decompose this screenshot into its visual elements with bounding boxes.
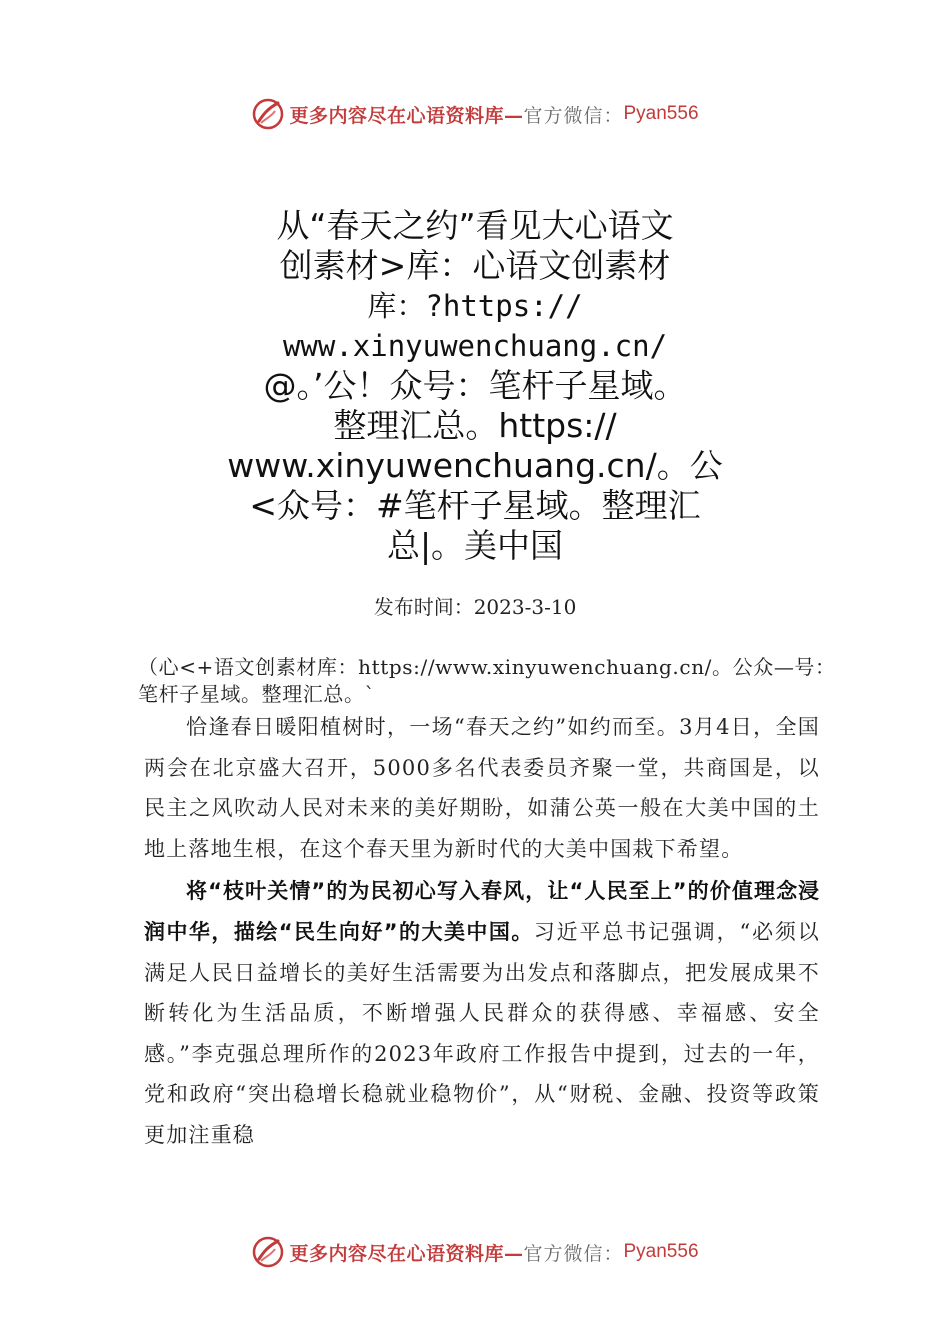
title-line: 整理汇总。https://: [333, 406, 617, 445]
article-title: [200, 206, 750, 566]
brush-logo-icon: [251, 97, 285, 131]
banner-account: Pyan556: [623, 1241, 699, 1262]
title-line: 库：?https://: [367, 289, 583, 323]
banner-wechat-label: 官方微信：: [523, 1242, 624, 1265]
paragraph: [144, 871, 820, 1155]
paragraph: 恰逢春日暖阳植树时，一场“春天之约”如约而至。3月4日，全国两会在北京盛大召开，5000多名代表委员齐聚一堂，共商国是，以民主之风吹动人民对未来的美好期盼，如蒲公英一般在大美中国的土地上落地生根，在这个春天里为新时代的大美中国栽下希望。: [144, 715, 820, 861]
title-line: www.xinyuwenchuang.cn/: [282, 329, 668, 363]
paragraph-text: 习近平总书记强调，“必须以满足人民日益增长的美好生活需要为出发点和落脚点，把发展成果不断转化为生活品质，不断增强人民群众的获得感、幸福感、安全感。”李克强总理所作的2023年政府工作报告中提到，过去的一年，党和政府“突出稳增长稳就业稳物价”，从“财税、金融、投资等政策更加注重稳: [144, 919, 820, 1147]
banner-wechat-label: 官方微信：: [523, 104, 624, 127]
title-line: @。’公！众号：笔杆子星域。: [263, 366, 687, 405]
publish-date: 发布时间：2023-3-10: [373, 595, 577, 619]
banner-slogan: 更多内容尽在心语资料库—: [289, 104, 524, 127]
article-body: [144, 707, 820, 1158]
title-line: <众号：#笔杆子星域。整理汇: [249, 486, 701, 525]
title-line: 创素材>库：心语文创素材: [279, 246, 671, 285]
source-note: （心<+语文创素材库：https://www.xinyuwenchuang.cn/。公众—号：笔杆子星域。整理汇总。`: [138, 655, 836, 706]
brush-logo-icon: [251, 1235, 285, 1269]
paragraph-lead: 将“枝叶关情”的为民初心写入春风，让“人民至上”的价值理念浸润中华，描绘“民生向好”的大美中国。: [144, 879, 820, 944]
title-line: www.xinyuwenchuang.cn/。公: [227, 446, 723, 485]
footer-banner: [0, 1232, 950, 1272]
header-banner: [0, 94, 950, 134]
banner-slogan: 更多内容尽在心语资料库—: [289, 1242, 524, 1265]
banner-account: Pyan556: [623, 103, 699, 124]
title-line: 总|。美中国: [386, 526, 564, 565]
title-line: 从“春天之约”看见大心语文: [276, 206, 674, 245]
